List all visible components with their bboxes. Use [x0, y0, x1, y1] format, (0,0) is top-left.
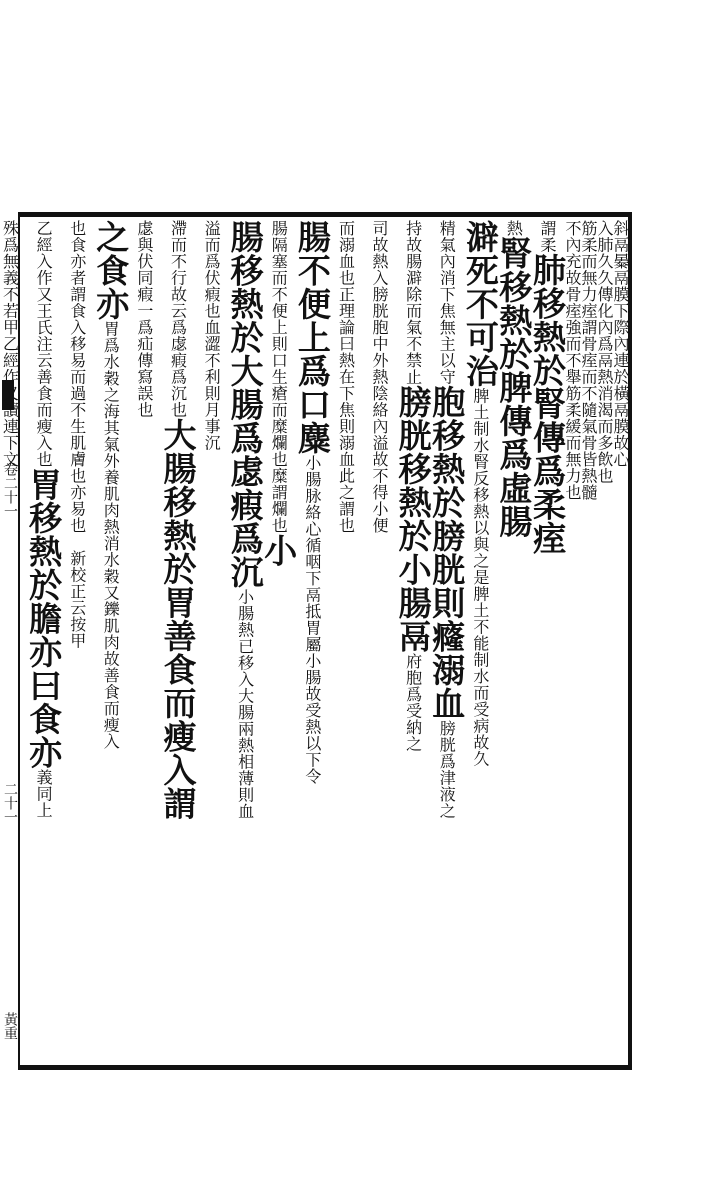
- commentary-text: 脾土制水腎反移熱以與之是脾土不能制水而受病故久: [470, 387, 490, 767]
- text-column: [158, 220, 198, 1062]
- folio-number: 二十一: [2, 782, 18, 824]
- main-text: 胞移熱於膀胱則癃溺血: [427, 385, 467, 720]
- main-text: 之食亦: [91, 220, 131, 321]
- main-text: 小: [259, 533, 299, 567]
- commentary-text: 乙經入作又王氏注云善食而瘦入也: [34, 220, 54, 468]
- commentary-text: 滯而不行故云爲虙瘕爲沉也: [168, 220, 188, 418]
- header-commentary-line: 斜鬲㬥鬲膜下際內連於橫鬲膜故心: [611, 220, 630, 468]
- main-text: 胃移熱於膽亦曰食亦: [24, 467, 64, 769]
- main-text: 膀胱移熱於小腸鬲: [393, 385, 433, 653]
- commentary-text: 膀胱爲津液之: [437, 720, 457, 819]
- commentary-text: 胃爲水穀之海其氣外養肌肉熱消水穀又鑠肌肉故善食而瘦入: [101, 320, 121, 750]
- main-text: 澼死不可治: [460, 220, 500, 388]
- commentary-text: 司故熱入膀胱胞中外熱陰絡內溢故不得小便: [370, 220, 390, 534]
- text-column: [91, 220, 131, 1062]
- text-column: [362, 220, 396, 1062]
- text-column: [24, 220, 64, 1062]
- commentary-text: 也食亦者謂食入移易而過不生肌膚也亦易也 新校正云按甲: [67, 220, 87, 649]
- gutter-bottom-label: 黃重: [2, 1012, 18, 1040]
- header-commentary-line: 不內充故骨痓強而不舉筋柔緩而無力也: [563, 220, 582, 501]
- text-column: [0, 220, 27, 1062]
- commentary-text: 溢而爲伏瘕也血澀不利則月事沉: [202, 220, 222, 451]
- text-column: [393, 220, 433, 1062]
- text-column: [60, 220, 94, 1062]
- commentary-text: 熱: [504, 220, 524, 237]
- commentary-text: 殊爲無義不若甲乙經作又讀連下文: [0, 220, 20, 468]
- main-text: 腎移熱於脾傳爲虛腸: [494, 236, 534, 538]
- text-column: [127, 220, 161, 1062]
- main-text: 肺移熱於腎傳爲柔痓: [528, 253, 567, 555]
- main-text: 腸不便上爲口麋: [292, 220, 332, 455]
- text-column: [460, 220, 500, 1062]
- text-column: [494, 220, 534, 1062]
- commentary-text: 虙與伏同瘕一爲疝傳寫誤也: [134, 220, 154, 418]
- text-column: [225, 220, 265, 1062]
- main-text: 腸移熱於大腸爲虙瘕爲沉: [225, 220, 265, 589]
- header-commentary-line: 入肺久久傳化內爲鬲熱消渴而多飲也: [595, 220, 614, 484]
- text-column: [329, 220, 363, 1062]
- commentary-text: 謂柔: [538, 220, 557, 253]
- text-column: [427, 220, 467, 1062]
- commentary-text: 腸隔塞而不便上則口生瘡而糜爛也糜謂爛也: [269, 220, 289, 534]
- header-commentary-line: 筋柔而無力痓謂骨痓而不隨氣骨皆熱髓: [579, 220, 598, 501]
- commentary-text: 持故腸澼除而氣不禁止: [403, 220, 423, 385]
- commentary-text: 義同上: [34, 769, 54, 819]
- juan-label: 卷二十一: [2, 462, 18, 518]
- commentary-text: 而溺血也正理論曰熱在下焦則溺血此之謂也: [336, 220, 356, 534]
- text-column: [259, 220, 299, 1062]
- main-text: 大腸移熱於胃善食而瘦入謂: [158, 418, 198, 820]
- text-column: [528, 220, 567, 1062]
- text-column: [292, 220, 332, 1062]
- commentary-text: 精氣內消下焦無主以守: [437, 220, 457, 385]
- text-column: [194, 220, 228, 1062]
- commentary-text: 府胞爲受納之: [403, 653, 423, 752]
- commentary-text: 小腸脉絡心循咽下鬲抵胃屬小腸故受熱以下令: [302, 454, 322, 785]
- commentary-text: 小腸熱已移入大腸兩熱相薄則血: [235, 588, 255, 820]
